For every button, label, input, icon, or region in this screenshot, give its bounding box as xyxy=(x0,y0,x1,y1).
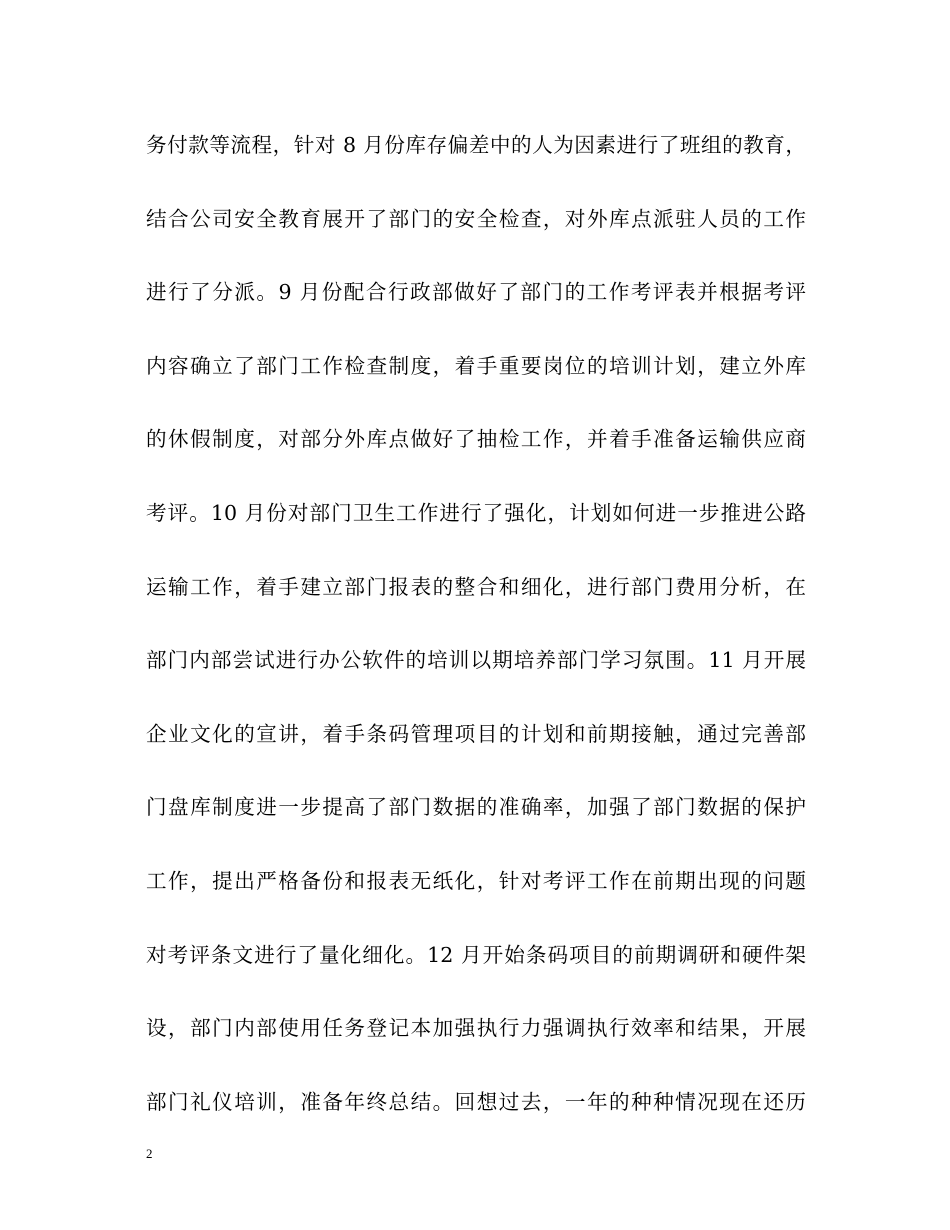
text-line: 部门礼仪培训，准备年终总结。回想过去，一年的种种情况现在还历 xyxy=(146,1089,806,1114)
text-line: 对考评条文进行了量化细化。12 月开始条码项目的前期调研和硬件架 xyxy=(146,942,806,967)
text-line: 部门内部尝试进行办公软件的培训以期培养部门学习氛围。11 月开展 xyxy=(146,648,806,673)
text-line: 设，部门内部使用任务登记本加强执行力强调执行效率和结果，开展 xyxy=(146,1016,806,1041)
text-line: 内容确立了部门工作检查制度，着手重要岗位的培训计划，建立外库 xyxy=(146,353,806,378)
text-line: 运输工作，着手建立部门报表的整合和细化，进行部门费用分析，在 xyxy=(146,574,806,599)
text-line: 结合公司安全教育展开了部门的安全检查，对外库点派驻人员的工作 xyxy=(146,206,806,231)
body-paragraph xyxy=(146,118,806,1148)
text-line: 门盘库制度进一步提高了部门数据的准确率，加强了部门数据的保护 xyxy=(146,795,806,820)
text-line: 务付款等流程，针对 8 月份库存偏差中的人为因素进行了班组的教育， xyxy=(146,133,806,157)
text-line: 工作，提出严格备份和报表无纸化，针对考评工作在前期出现的问题 xyxy=(146,868,806,893)
page-number: 2 xyxy=(146,1146,153,1161)
text-line: 企业文化的宣讲，着手条码管理项目的计划和前期接触，通过完善部 xyxy=(146,721,806,746)
text-line: 的休假制度，对部分外库点做好了抽检工作，并着手准备运输供应商 xyxy=(146,427,806,452)
text-line: 考评。10 月份对部门卫生工作进行了强化，计划如何进一步推进公路 xyxy=(146,500,806,525)
text-line: 进行了分派。9 月份配合行政部做好了部门的工作考评表并根据考评 xyxy=(146,280,806,305)
